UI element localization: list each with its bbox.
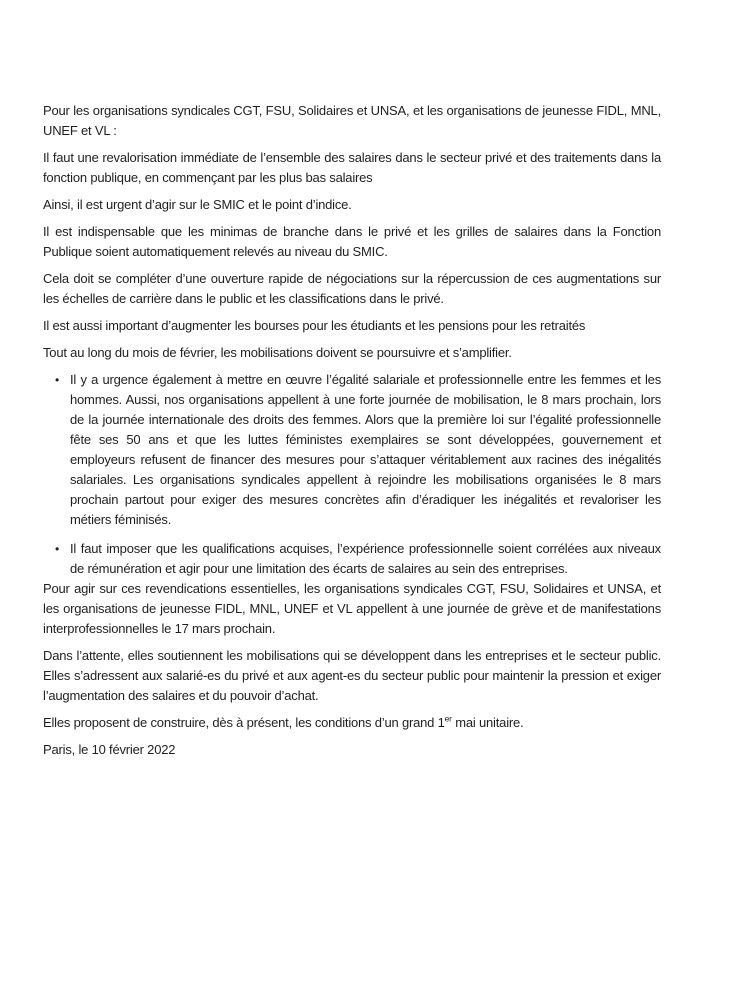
bullet-icon: • bbox=[55, 542, 60, 556]
paragraph-smic-indice: Ainsi, il est urgent d’agir sur le SMIC et le point d’indice. bbox=[43, 197, 352, 212]
paragraph-bourses-pensions: Il est aussi important d’augmenter les bourses pour les étudiants et les pensions pour les retraités bbox=[43, 318, 586, 333]
paragraph-negociations: Cela doit se compléter d’une ouverture rapide de négociations sur la répercussion de ces augmentations sur les échelles de carrière dans le public et les classifications dans le privé. bbox=[43, 271, 661, 306]
bullet-item-qualifications bbox=[43, 539, 661, 579]
paragraph-revalorisation: Il faut une revalorisation immédiate de l’ensemble des salaires dans le secteur privé et des traitements dans la fonction publique, en commençant par les plus bas salaires bbox=[43, 150, 661, 185]
bullet-text-qualifications: Il faut imposer que les qualifications acquises, l’expérience professionnelle soient corrélées aux niveaux de rémunération et agir pour une limitation des écarts de salaires au sein des entreprises. bbox=[70, 541, 661, 576]
ordinal-superscript: er bbox=[444, 713, 452, 724]
premier-mai-text-before: Elles proposent de construire, dès à présent, les conditions d’un grand 1 bbox=[43, 715, 445, 730]
paragraph-addressees: Pour les organisations syndicales CGT, FSU, Solidaires et UNSA, et les organisations de jeunesse FIDL, MNL, UNEF et VL : bbox=[43, 103, 661, 138]
paragraph-dans-attente: Dans l’attente, elles soutiennent les mobilisations qui se développent dans les entreprises et le secteur public. Elles s’adressent aux salarié-es du privé et aux agent-es du secteur public pour maintenir la pression et exiger l’augmentation des salaires et du pouvoir d’achat. bbox=[43, 648, 661, 703]
paragraph-mobilisations-fevrier: Tout au long du mois de février, les mobilisations doivent se poursuivre et s’amplifier. bbox=[43, 345, 512, 360]
bullet-list bbox=[43, 370, 661, 579]
paragraph-date-place: Paris, le 10 février 2022 bbox=[43, 742, 176, 757]
paragraph-appel-greve-17-mars: Pour agir sur ces revendications essentielles, les organisations syndicales CGT, FSU, Solidaires et UNSA, et les organisations de jeunesse FIDL, MNL, UNEF et VL appellent à une journée de grève et de manifestations interprofessionnelles le 17 mars prochain. bbox=[43, 581, 661, 636]
bullet-item-egalite-salariale bbox=[43, 370, 661, 530]
bullet-text-egalite-salariale: Il y a urgence également à mettre en œuvre l’égalité salariale et professionnelle entre les femmes et les hommes. Aussi, nos organisations appellent à une forte journée de mobilisation, le 8 mars prochain, lors de la journée internationale des droits des femmes. Alors que la première loi sur l’égalité professionnelle fête ses 50 ans et que les luttes féministes exemplaires se sont développées, gouvernement et employeurs refusent de financer des mesures pour s’attaquer véritablement aux racines des inégalités salariales. Les organisations syndicales appellent à rejoindre les mobilisations organisées le 8 mars prochain partout pour exiger des mesures concrètes afin d’éradiquer les inégalités et revaloriser les métiers féminisés. bbox=[70, 372, 661, 527]
bullet-icon: • bbox=[55, 373, 60, 387]
paragraph-minimas-branche: Il est indispensable que les minimas de branche dans le privé et les grilles de salaires dans la Fonction Publique soient automatiquement relevés au niveau du SMIC. bbox=[43, 224, 661, 259]
premier-mai-text-after: mai unitaire. bbox=[451, 715, 524, 730]
paragraph-premier-mai bbox=[43, 713, 661, 733]
